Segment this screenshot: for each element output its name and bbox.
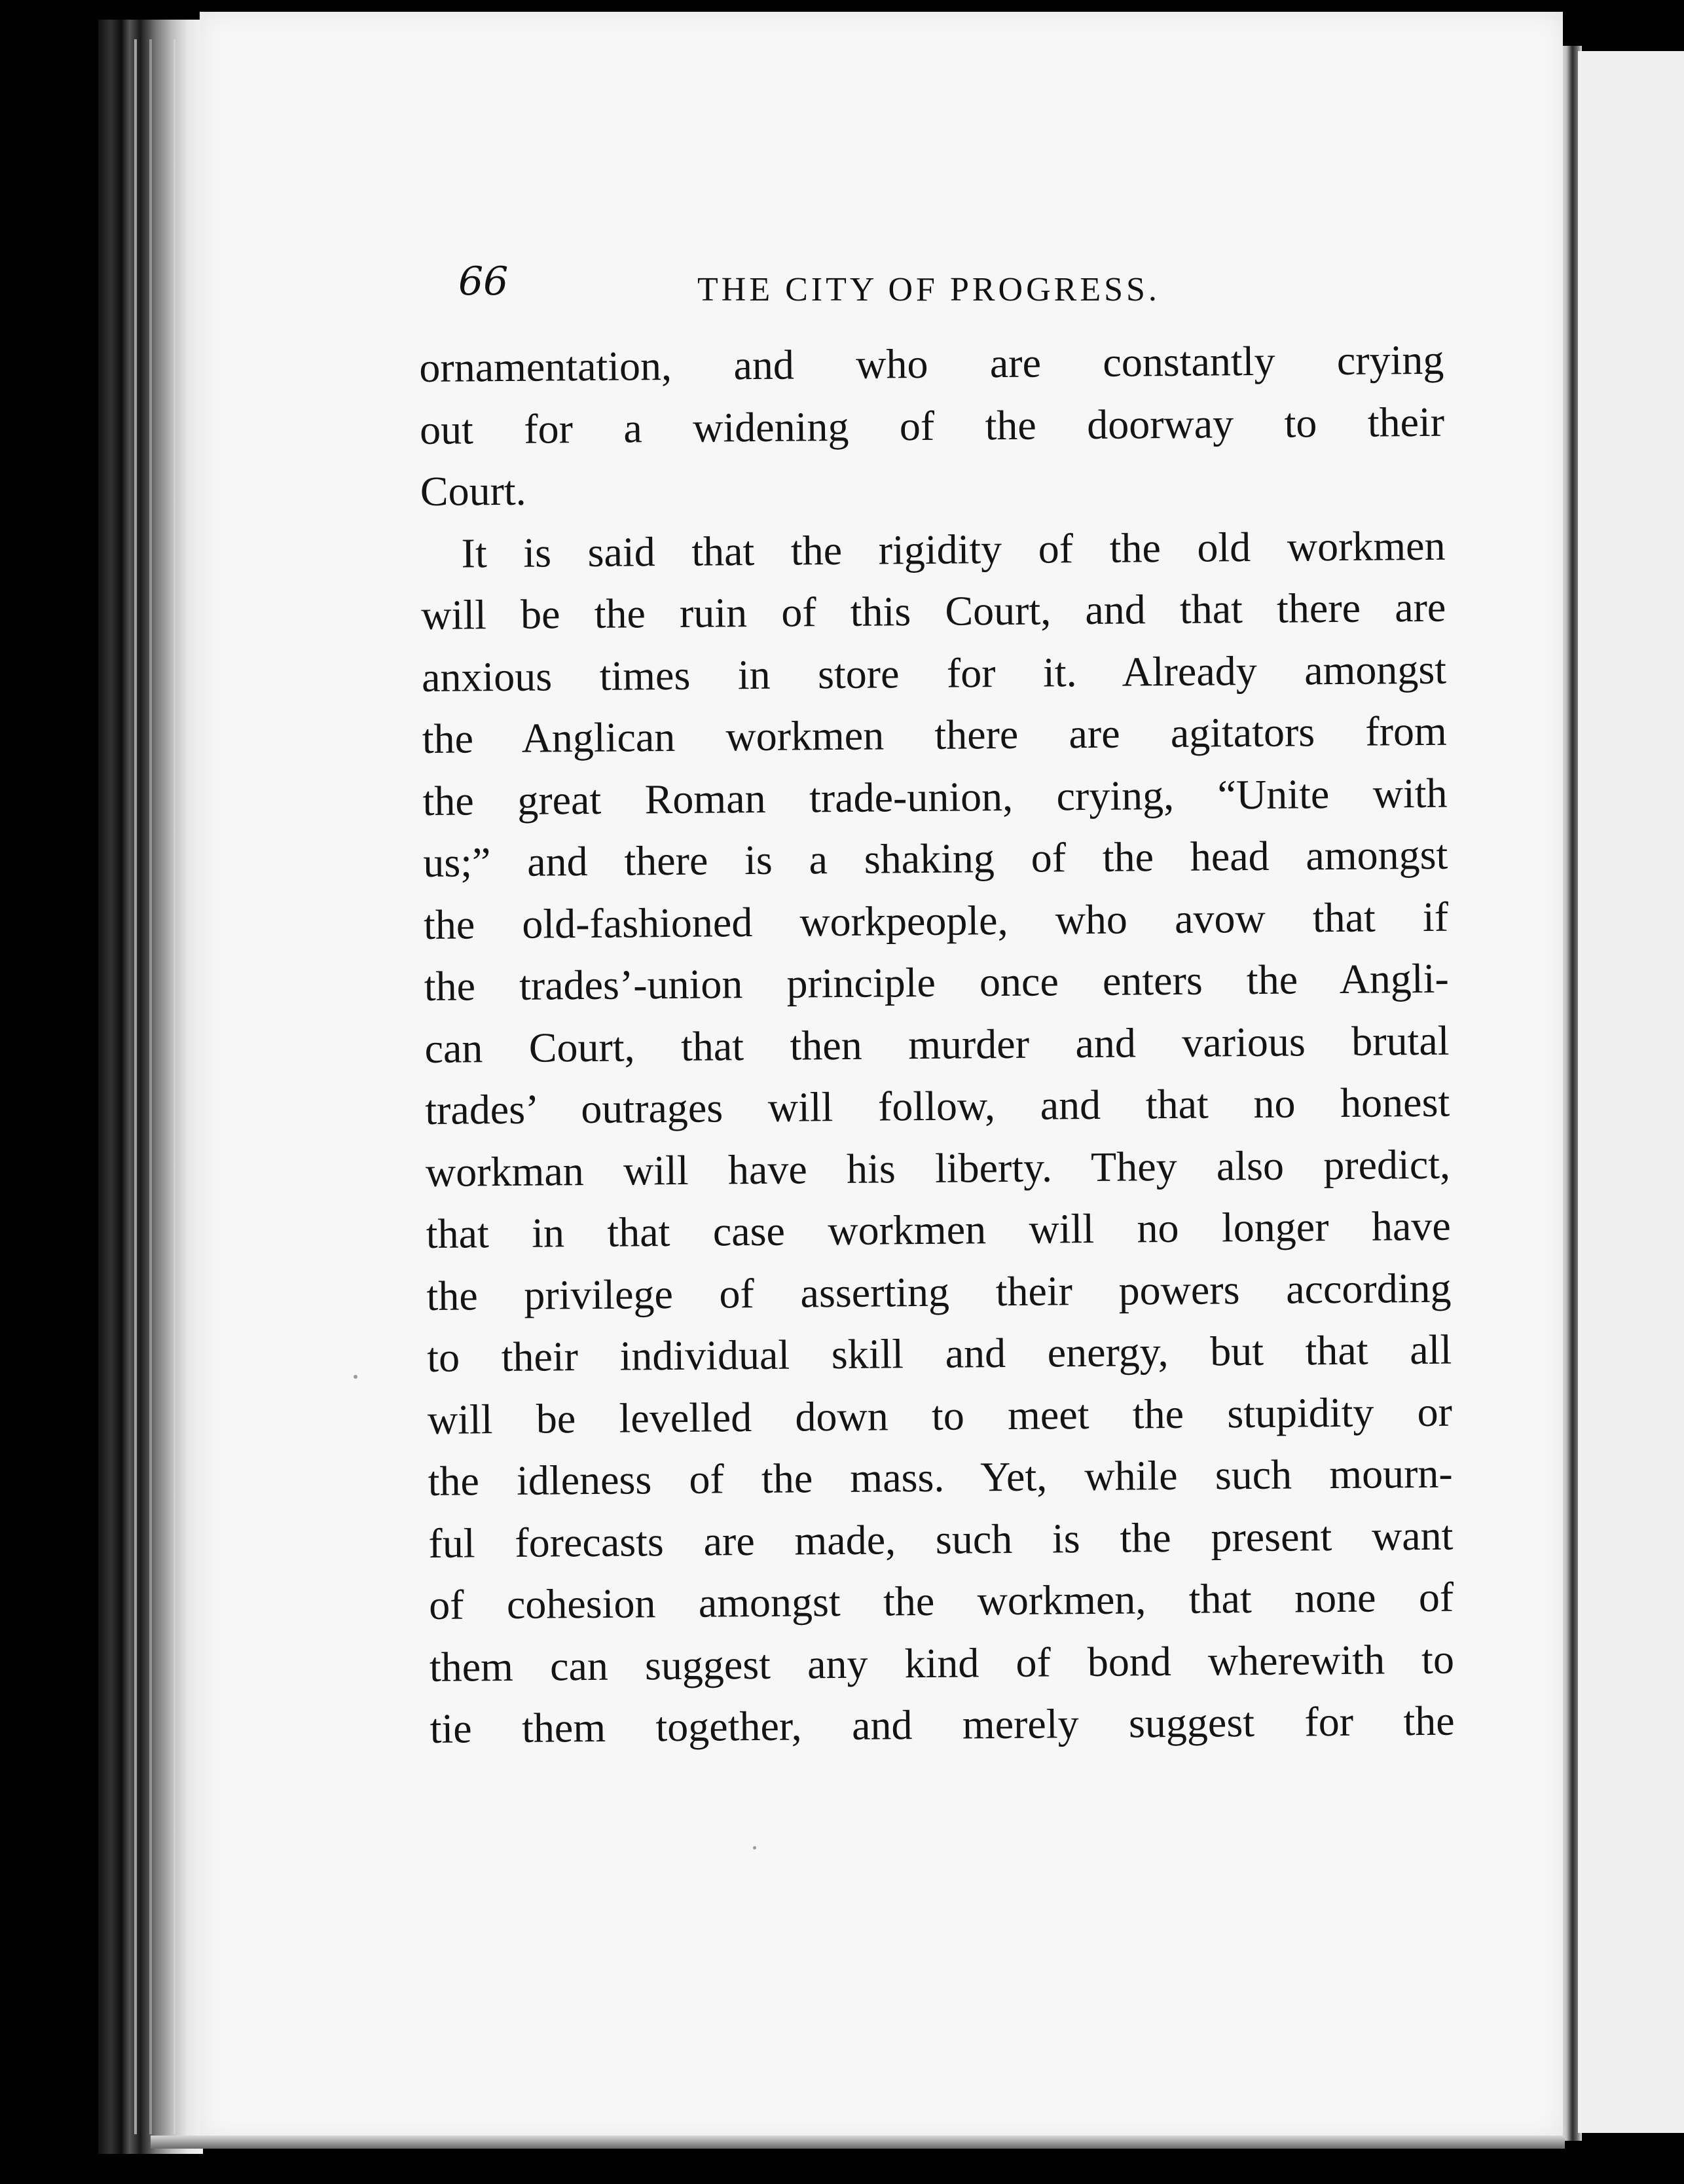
text-line: tie them together, and merely suggest for the (430, 1697, 1455, 1752)
text-line: trades’ outrages will follow, and that no honest (424, 1078, 1450, 1133)
text-line: the privilege of asserting their powers according (426, 1264, 1452, 1319)
page-edge-line (134, 39, 137, 2134)
text-line: ful forecasts are made, such is the present want (428, 1512, 1454, 1567)
page-header (458, 252, 1244, 331)
text-line: It is said that the rigidity of the old workmen (461, 522, 1446, 577)
scan-speck (354, 1375, 357, 1379)
text-line: Court. (420, 467, 526, 515)
text-line: the trades’-union principle once enters the Angli- (424, 955, 1450, 1010)
text-line: them can suggest any kind of bond wherewith to (429, 1635, 1455, 1690)
text-line: to their individual skill and energy, but that all (426, 1326, 1452, 1381)
text-line: ornamentation, and who are constantly crying (419, 336, 1444, 391)
text-line: us;” and there is a shaking of the head amongst (423, 831, 1448, 886)
text-line: will be levelled down to meet the stupidity or (427, 1388, 1453, 1443)
text-line: anxious times in store for it. Already amongst (421, 646, 1447, 701)
page-bottom-edge (151, 2136, 1565, 2149)
body-text (419, 329, 1455, 1760)
text-line: workman will have his liberty. They also predict, (425, 1140, 1451, 1195)
page-edge-line (149, 39, 152, 2134)
text-line: will be the ruin of this Court, and that there are (421, 583, 1446, 638)
text-line: out for a widening of the doorway to their (419, 398, 1445, 453)
text-line: the old-fashioned workpeople, who avow that if (423, 893, 1449, 948)
running-head: THE CITY OF PROGRESS. (697, 271, 1160, 308)
text-line: of cohesion amongst the workmen, that none of (428, 1573, 1454, 1628)
page-number: 66 (458, 259, 509, 304)
text-line: can Court, that then murder and various brutal (424, 1017, 1450, 1072)
text-line: that in that case workmen will no longer have (426, 1202, 1451, 1257)
facing-page-strip (1578, 51, 1684, 2133)
text-line: the Anglican workmen there are agitators from (422, 707, 1448, 762)
text-line: the idleness of the mass. Yet, while such mourn- (428, 1449, 1453, 1504)
text-line: the great Roman trade-union, crying, “Unite with (422, 769, 1448, 824)
scan-speck (753, 1846, 756, 1849)
page-edge-line (174, 39, 175, 2134)
